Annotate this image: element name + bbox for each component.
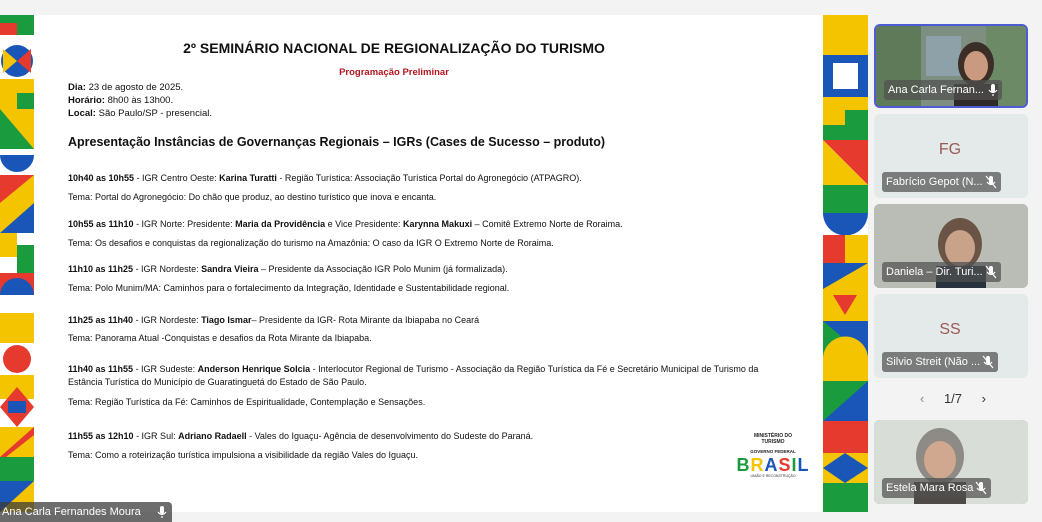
participant-name-tag [882, 352, 998, 372]
participant-tile[interactable] [874, 204, 1028, 288]
row-detail: - Vales do Iguaçu- Agência de desenvolvimento do Sudeste do Paraná. [246, 431, 534, 441]
row-time: 10h40 as 10h55 [68, 173, 135, 183]
row-pre: - IGR Centro Oeste: [134, 173, 220, 183]
row-theme: Tema: Região Turística da Fé: Caminhos de Espiritualidade, Contemplação e Sensações. [68, 397, 426, 407]
section-title: Apresentação Instâncias de Governanças Regionais – IGRs (Cases de Sucesso – produto) [68, 135, 605, 149]
presenter-name-tag [0, 502, 172, 522]
ministry-logo [734, 433, 812, 478]
mic-muted-icon [985, 175, 997, 189]
place-value: São Paulo/SP - presencial. [98, 108, 212, 119]
logo-line-tourism: TURISMO [761, 439, 785, 445]
row-time: 11h10 as 11h25 [68, 264, 134, 274]
logo-letter: L [797, 455, 810, 475]
row-pre: - IGR Nordeste: [133, 264, 202, 274]
place-label: Local: [68, 108, 96, 119]
row-time: 11h55 as 12h10 [68, 431, 134, 441]
date-value: 23 de agosto de 2025. [88, 82, 184, 93]
speaker-name: Anderson Henrique Solcia [197, 364, 311, 374]
row-mid: e Vice Presidente: [325, 219, 404, 229]
page-indicator: 1/7 [943, 391, 963, 406]
schedule-row [68, 172, 768, 185]
schedule-row [68, 314, 768, 327]
participant-tile[interactable] [874, 294, 1028, 378]
participant-pager [918, 389, 988, 409]
row-theme: Tema: Os desafios e conquistas da regionalização do turismo na Amazônia: O caso da IGR O Extremo Norte de Roraima. [68, 238, 554, 248]
chevron-left-icon[interactable]: ‹ [920, 391, 925, 406]
mic-muted-icon [982, 355, 994, 369]
mic-icon [988, 83, 998, 97]
participant-tile[interactable] [874, 114, 1028, 198]
mic-muted-icon [985, 265, 997, 279]
row-time: 11h25 as 11h40 [68, 315, 134, 325]
schedule-row [68, 218, 768, 231]
schedule-row [68, 363, 768, 389]
row-detail: – Comitê Extremo Norte de Roraima. [472, 219, 623, 229]
row-detail: – Presidente da Associação IGR Polo Munim (já formalizada). [258, 264, 508, 274]
row-detail: – Presidente da IGR- Rota Mirante da Ibiapaba no Ceará [251, 315, 480, 325]
avatar-initials: SS [939, 321, 961, 338]
participant-name: Daniela – Dir. Turi... [886, 266, 983, 278]
speaker-name: Tiago Ismar [201, 315, 252, 325]
speaker-name-2: Karynna Makuxi [403, 219, 473, 229]
logo-letter: I [791, 455, 798, 475]
chevron-right-icon[interactable]: › [981, 391, 986, 406]
mic-icon [157, 505, 167, 519]
logo-brand [734, 456, 812, 474]
logo-letter: A [764, 455, 779, 475]
speaker-name: Maria da Providência [235, 219, 326, 229]
schedule-row [68, 430, 768, 443]
participant-name: Silvio Streit (Não ... [886, 356, 981, 368]
participant-name-tag [882, 262, 1001, 282]
logo-letter: B [736, 455, 751, 475]
row-time: 10h55 as 11h10 [68, 219, 134, 229]
logo-letter: R [750, 455, 765, 475]
mic-muted-icon [975, 481, 987, 495]
logo-letter: S [778, 455, 792, 475]
participant-name: Ana Carla Fernan... [888, 84, 984, 96]
decorative-border-right [823, 15, 868, 512]
row-pre: - IGR Sul: [133, 431, 179, 441]
row-theme: Tema: Panorama Atual -Conquistas e desafios da Rota Mirante da Ibiapaba. [68, 333, 372, 343]
logo-line-ministry: MINISTÉRIO DO [753, 433, 793, 439]
speaker-name: Sandra Vieira [201, 264, 259, 274]
row-detail: - Interlocutor Regional de Turismo - Associação da Região Turística da Fé e Secretário Municipal de Turismo da Estância Turística do Município de Guaratinguetá do Estado de São Paulo. [68, 364, 759, 387]
speaker-name: Adriano Radaell [178, 431, 247, 441]
date-line [68, 82, 183, 93]
shared-screen [0, 15, 868, 512]
time-label: Horário: [68, 95, 105, 106]
logo-line-government: GOVERNO FEDERAL [750, 449, 796, 454]
row-detail: - Região Turística: Associação Turística Portal do Agronegócio (ATPAGRO). [276, 173, 582, 183]
page-subtitle: Programação Preliminar [339, 67, 449, 78]
participant-name-tag [882, 172, 1001, 192]
row-pre: - IGR Nordeste: [133, 315, 202, 325]
time-value: 8h00 às 13h00. [107, 95, 174, 106]
row-theme: Tema: Portal do Agronegócio: Do chão que produz, ao destino turístico que inova e encanta. [68, 192, 437, 202]
speaker-name: Karina Turatti [219, 173, 277, 183]
participant-name-tag [884, 80, 1002, 100]
presenter-name: Ana Carla Fernandes Moura [2, 506, 141, 518]
schedule-row [68, 263, 768, 276]
avatar-initials: FG [938, 141, 962, 158]
brand-pattern-left [0, 15, 34, 512]
row-theme: Tema: Como a roteirização turística impulsiona a visibilidade da região Vales do Iguaçu. [68, 450, 419, 460]
brand-pattern-right [823, 15, 868, 512]
row-pre: - IGR Sudeste: [133, 364, 198, 374]
participant-name: Estela Mara Rosa [886, 482, 974, 494]
date-label: Dia: [68, 82, 86, 93]
time-line [68, 95, 173, 106]
participant-tile[interactable] [874, 24, 1028, 108]
logo-slogan: UNIÃO E RECONSTRUÇÃO [750, 474, 796, 478]
decorative-border-left [0, 15, 34, 512]
participant-tile[interactable] [874, 420, 1028, 504]
participant-name-tag [882, 478, 991, 498]
row-pre: - IGR Norte: Presidente: [133, 219, 236, 229]
participant-name: Fabrício Gepot (N... [886, 176, 983, 188]
page-title: 2º SEMINÁRIO NACIONAL DE REGIONALIZAÇÃO DO TURISMO [183, 40, 605, 56]
document-page [34, 15, 823, 512]
row-theme: Tema: Polo Munim/MA: Caminhos para o fortalecimento da Integração, Identidade e Sustentabilidade regional. [68, 283, 510, 293]
place-line [68, 108, 212, 119]
row-time: 11h40 as 11h55 [68, 364, 134, 374]
